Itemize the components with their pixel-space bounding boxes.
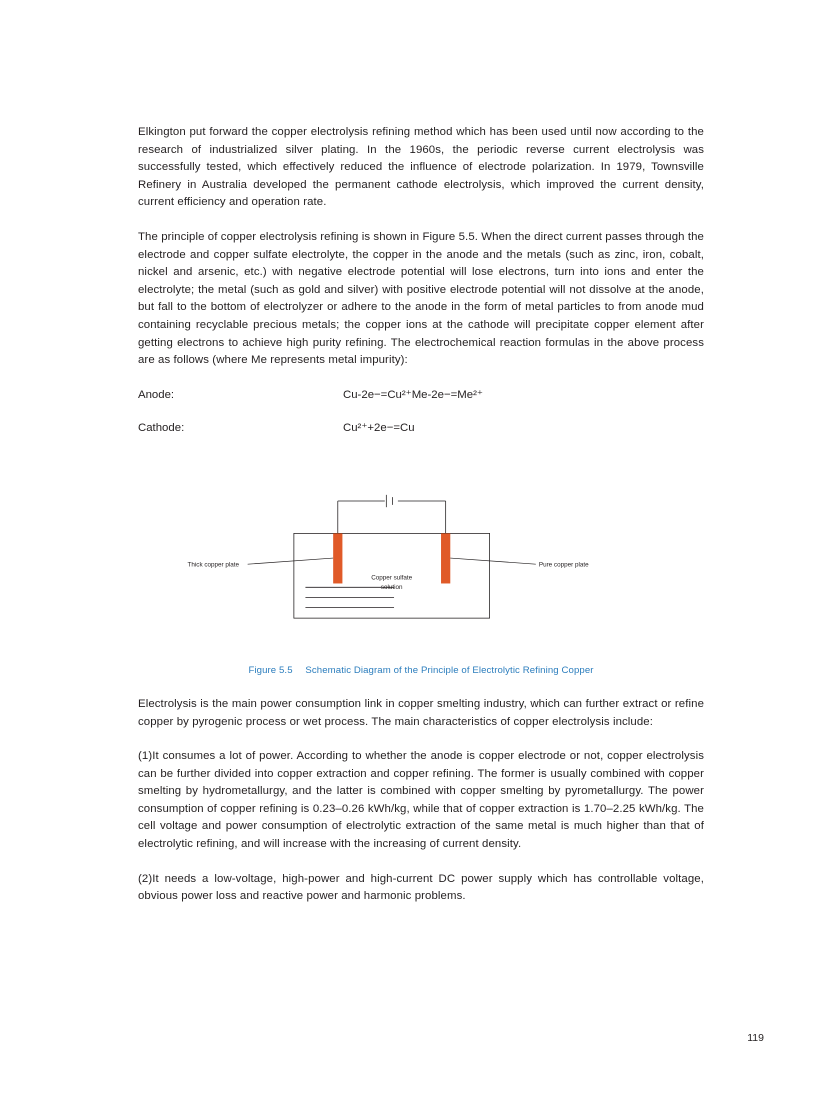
paragraph-1: Elkington put forward the copper electrolysis refining method which has been used until now according to the research of industrialized silver plating. In the 1960s, the periodic reverse current electrolysis was successfully tested, which effectively reduced the influence of electrode polarization. In 1979, Townsville Refinery in Australia developed the permanent cathode electrolysis, which improved the current density, current efficiency and operation rate. bbox=[138, 126, 704, 209]
label-copper-sulfate-line2: solution bbox=[380, 583, 403, 591]
page-number: 119 bbox=[747, 1032, 764, 1044]
equation-cathode bbox=[138, 420, 704, 438]
label-pure-copper-plate: Pure copper plate bbox=[538, 561, 589, 569]
leader-lines bbox=[248, 558, 536, 564]
equation-anode-label: Anode: bbox=[138, 388, 175, 401]
cathode-pure-copper-plate bbox=[441, 533, 450, 583]
electrolysis-schematic-svg bbox=[186, 454, 656, 659]
paragraph-5: (2)It needs a low-voltage, high-power and high-current DC power supply which has controllable voltage, obvious power loss and reactive power and harmonic problems. bbox=[138, 872, 704, 903]
page-content bbox=[138, 124, 704, 923]
paragraph-4: (1)It consumes a lot of power. According to whether the anode is copper electrode or not, copper electrolysis can be further divided into copper extraction and copper refining. The former is usually combined with copper smelting by hydrometallurgy, and the latter is combined with copper smelting by pyrometallurgy. The power consumption of copper refining is 0.23–0.26 kWh/kg, while that of copper extraction is 1.70–2.25 kWh/kg. The cell voltage and power consumption of electrolytic extraction of the same metal is much higher than that of electrolytic refining, and will increase with the increasing of current density. bbox=[138, 750, 704, 851]
anode-thick-copper-plate bbox=[333, 533, 342, 583]
paragraph-2: The principle of copper electrolysis refining is shown in Figure 5.5. When the direct current passes through the electrode and copper sulfate electrolyte, the copper in the anode and the metals (such as zinc, iron, cobalt, nickel and arsenic, etc.) with negative electrode potential will lose electrons, turn into ions and enter the electrolyte; the metal (such as gold and silver) with positive electrode potential will not dissolve at the anode, but fall to the bottom of electrolyzer or adhere to the anode in the form of metal particles to from anode mud containing recyclable precious metals; the copper ions at the cathode will precipitate copper element after getting electrons to achieve high purity refining. The electrochemical reaction formulas in the above process are as follows (where Me represents metal impurity): bbox=[138, 230, 704, 367]
label-thick-copper-plate: Thick copper plate bbox=[187, 561, 239, 569]
battery-icon bbox=[386, 495, 392, 507]
equation-anode bbox=[138, 387, 704, 405]
equation-cathode-label: Cathode: bbox=[138, 422, 185, 435]
paragraph-3: Electrolysis is the main power consumption link in copper smelting industry, which can further extract or refine copper by pyrogenic process or wet process. The main characteristics of copper electrolysis include: bbox=[138, 697, 704, 728]
label-copper-sulfate-line1: Copper sulfate bbox=[371, 574, 413, 582]
equation-cathode-formula: Cu²⁺+2e−=Cu bbox=[343, 422, 415, 435]
figure-caption-text: Schematic Diagram of the Principle of Electrolytic Refining Copper bbox=[305, 664, 594, 676]
figure-electrolysis-diagram bbox=[138, 454, 704, 659]
figure-caption-number: Figure 5.5 bbox=[248, 664, 293, 676]
figure-caption bbox=[138, 665, 704, 676]
circuit-wiring bbox=[338, 501, 446, 533]
equation-anode-formula: Cu-2e−=Cu²⁺Me-2e−=Me²⁺ bbox=[343, 388, 483, 401]
figure-canvas bbox=[186, 454, 656, 659]
